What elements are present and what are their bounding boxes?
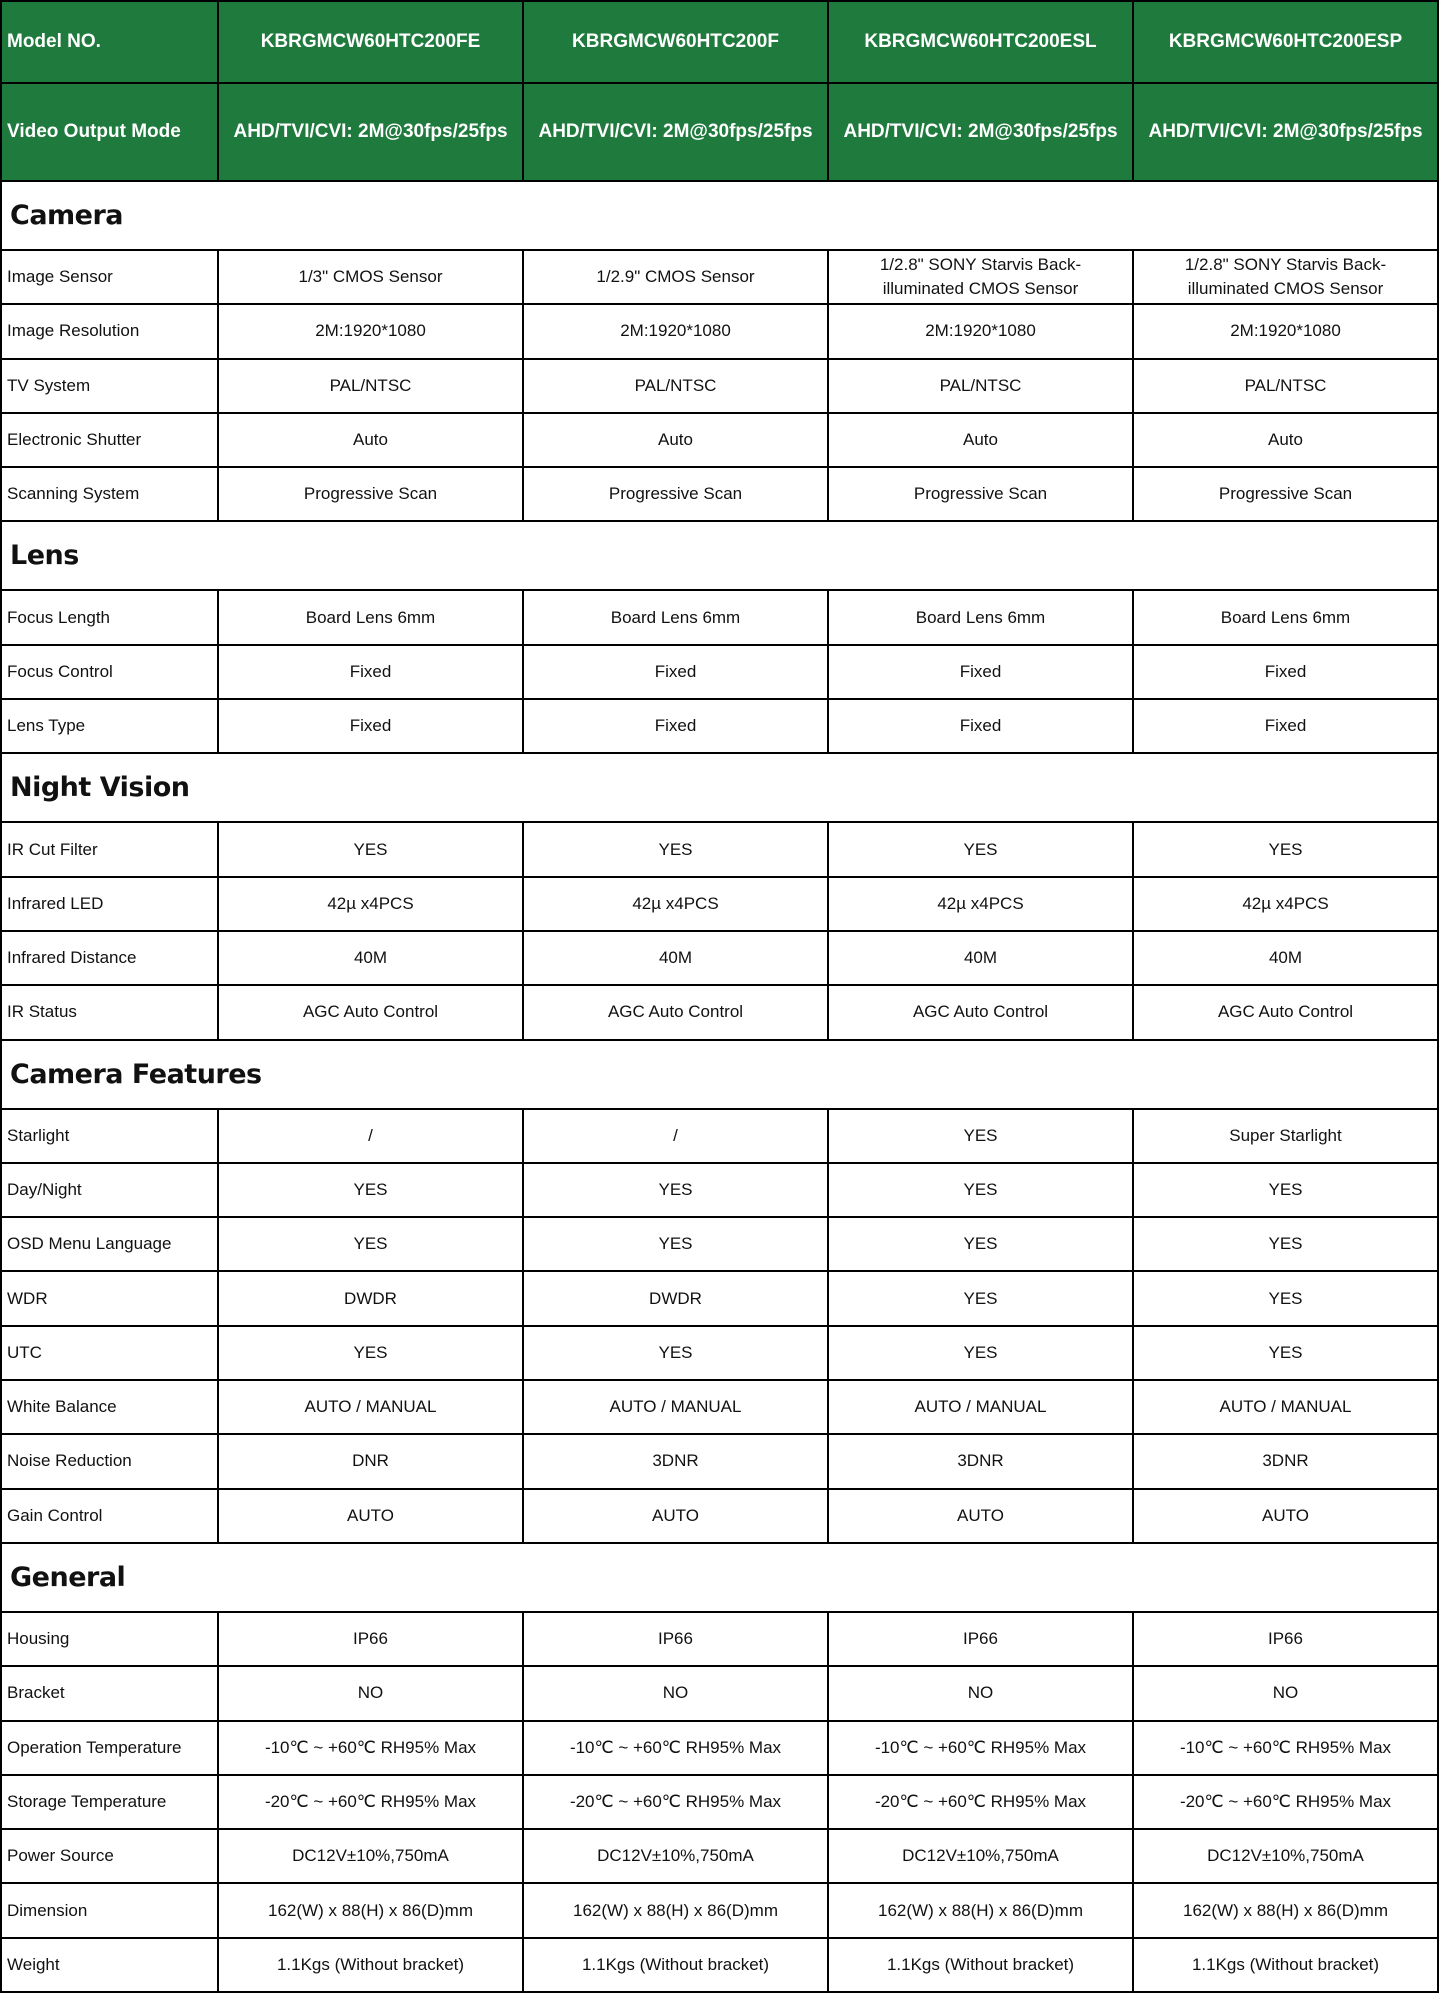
spec-label: White Balance: [1, 1380, 218, 1434]
spec-value: 1.1Kgs (Without bracket): [523, 1938, 828, 1992]
spec-value: Progressive Scan: [523, 467, 828, 521]
spec-value: YES: [523, 1326, 828, 1380]
spec-value: 1/2.8" SONY Starvis Back- illuminated CMOS Sensor: [828, 250, 1133, 304]
table-row: [1, 1163, 1438, 1217]
spec-value: Fixed: [523, 645, 828, 699]
table-row: [1, 1271, 1438, 1325]
spec-value: PAL/NTSC: [218, 359, 523, 413]
spec-value: 42µ x4PCS: [828, 877, 1133, 931]
table-row: [1, 304, 1438, 358]
spec-value: YES: [828, 1163, 1133, 1217]
spec-value: YES: [1133, 1163, 1438, 1217]
table-row: [1, 1326, 1438, 1380]
spec-value: Board Lens 6mm: [1133, 590, 1438, 644]
spec-label: Storage Temperature: [1, 1775, 218, 1829]
spec-value: YES: [218, 1217, 523, 1271]
spec-value: NO: [828, 1666, 1133, 1720]
table-row: [1, 985, 1438, 1039]
spec-label: Gain Control: [1, 1489, 218, 1543]
spec-label: IR Cut Filter: [1, 822, 218, 876]
spec-value: NO: [523, 1666, 828, 1720]
spec-value: -20℃ ~ +60℃ RH95% Max: [828, 1775, 1133, 1829]
spec-value: /: [523, 1109, 828, 1163]
spec-value: -10℃ ~ +60℃ RH95% Max: [828, 1721, 1133, 1775]
spec-value: -20℃ ~ +60℃ RH95% Max: [523, 1775, 828, 1829]
spec-label: Dimension: [1, 1883, 218, 1937]
table-row: [1, 413, 1438, 467]
spec-value: YES: [523, 822, 828, 876]
spec-value: Board Lens 6mm: [828, 590, 1133, 644]
spec-value: DC12V±10%,750mA: [218, 1829, 523, 1883]
spec-value: 162(W) x 88(H) x 86(D)mm: [828, 1883, 1133, 1937]
spec-value: Progressive Scan: [828, 467, 1133, 521]
spec-value: 42µ x4PCS: [218, 877, 523, 931]
section-title: Camera: [1, 181, 1438, 250]
spec-value: Auto: [523, 413, 828, 467]
spec-label: Scanning System: [1, 467, 218, 521]
spec-value: -20℃ ~ +60℃ RH95% Max: [1133, 1775, 1438, 1829]
spec-value: YES: [523, 1163, 828, 1217]
spec-value: Auto: [828, 413, 1133, 467]
spec-value: 2M:1920*1080: [218, 304, 523, 358]
table-row: [1, 1380, 1438, 1434]
video-output-value: AHD/TVI/CVI: 2M@30fps/25fps: [1133, 83, 1438, 181]
spec-value: 1.1Kgs (Without bracket): [218, 1938, 523, 1992]
table-row: [1, 1109, 1438, 1163]
spec-value: AGC Auto Control: [1133, 985, 1438, 1039]
spec-value: 1/2.8" SONY Starvis Back- illuminated CMOS Sensor: [1133, 250, 1438, 304]
table-row: [1, 359, 1438, 413]
table-row: [1, 1938, 1438, 1992]
spec-value: AUTO: [1133, 1489, 1438, 1543]
spec-value: NO: [1133, 1666, 1438, 1720]
spec-label: UTC: [1, 1326, 218, 1380]
section-title: Lens: [1, 521, 1438, 590]
spec-value: 2M:1920*1080: [1133, 304, 1438, 358]
spec-value: YES: [218, 1163, 523, 1217]
table-row: [1, 1612, 1438, 1666]
spec-value: 40M: [828, 931, 1133, 985]
spec-value: YES: [828, 1217, 1133, 1271]
section-title: General: [1, 1543, 1438, 1612]
table-row: [1, 822, 1438, 876]
spec-value: 1.1Kgs (Without bracket): [828, 1938, 1133, 1992]
spec-value: YES: [218, 822, 523, 876]
spec-value: YES: [1133, 1326, 1438, 1380]
spec-value: Fixed: [523, 699, 828, 753]
spec-value: YES: [1133, 1217, 1438, 1271]
spec-value: 3DNR: [523, 1434, 828, 1488]
table-row: [1, 877, 1438, 931]
spec-value: Fixed: [218, 699, 523, 753]
spec-value: Fixed: [218, 645, 523, 699]
spec-label: Weight: [1, 1938, 218, 1992]
spec-value: 40M: [1133, 931, 1438, 985]
spec-value: Fixed: [1133, 699, 1438, 753]
video-output-value: AHD/TVI/CVI: 2M@30fps/25fps: [523, 83, 828, 181]
spec-value: 40M: [218, 931, 523, 985]
spec-value: 1/2.9" CMOS Sensor: [523, 250, 828, 304]
spec-label: Focus Length: [1, 590, 218, 644]
spec-label: TV System: [1, 359, 218, 413]
section-header-row: [1, 1543, 1438, 1612]
spec-value: DC12V±10%,750mA: [828, 1829, 1133, 1883]
spec-value: 1/3" CMOS Sensor: [218, 250, 523, 304]
spec-label: Power Source: [1, 1829, 218, 1883]
spec-value: 2M:1920*1080: [828, 304, 1133, 358]
spec-value: Fixed: [828, 699, 1133, 753]
spec-label: Noise Reduction: [1, 1434, 218, 1488]
spec-value: Board Lens 6mm: [523, 590, 828, 644]
table-row: [1, 1434, 1438, 1488]
model-label: Model NO.: [1, 1, 218, 83]
spec-value: IP66: [218, 1612, 523, 1666]
spec-value: Progressive Scan: [1133, 467, 1438, 521]
spec-value: 1.1Kgs (Without bracket): [1133, 1938, 1438, 1992]
spec-label: Bracket: [1, 1666, 218, 1720]
spec-value: Auto: [1133, 413, 1438, 467]
spec-value: Auto: [218, 413, 523, 467]
spec-value: AGC Auto Control: [828, 985, 1133, 1039]
spec-value: AGC Auto Control: [218, 985, 523, 1039]
spec-value: -10℃ ~ +60℃ RH95% Max: [218, 1721, 523, 1775]
spec-value: 42µ x4PCS: [523, 877, 828, 931]
spec-value: PAL/NTSC: [828, 359, 1133, 413]
section-title: Night Vision: [1, 753, 1438, 822]
table-row: [1, 1829, 1438, 1883]
spec-value: -20℃ ~ +60℃ RH95% Max: [218, 1775, 523, 1829]
spec-label: OSD Menu Language: [1, 1217, 218, 1271]
model-name: KBRGMCW60HTC200ESP: [1133, 1, 1438, 83]
spec-value: Fixed: [1133, 645, 1438, 699]
table-row: [1, 590, 1438, 644]
spec-value: YES: [828, 822, 1133, 876]
spec-value: DC12V±10%,750mA: [523, 1829, 828, 1883]
spec-value: DNR: [218, 1434, 523, 1488]
spec-value: -10℃ ~ +60℃ RH95% Max: [523, 1721, 828, 1775]
video-output-row: [1, 83, 1438, 181]
spec-label: Starlight: [1, 1109, 218, 1163]
spec-value: 162(W) x 88(H) x 86(D)mm: [1133, 1883, 1438, 1937]
spec-value: AUTO / MANUAL: [218, 1380, 523, 1434]
model-name: KBRGMCW60HTC200FE: [218, 1, 523, 83]
spec-value: Progressive Scan: [218, 467, 523, 521]
spec-value: YES: [218, 1326, 523, 1380]
section-header-row: [1, 181, 1438, 250]
spec-value: AUTO: [828, 1489, 1133, 1543]
model-name: KBRGMCW60HTC200F: [523, 1, 828, 83]
spec-value: DWDR: [523, 1271, 828, 1325]
video-output-value: AHD/TVI/CVI: 2M@30fps/25fps: [828, 83, 1133, 181]
spec-value: Fixed: [828, 645, 1133, 699]
spec-label: WDR: [1, 1271, 218, 1325]
section-header-row: [1, 521, 1438, 590]
spec-value: Board Lens 6mm: [218, 590, 523, 644]
table-row: [1, 1721, 1438, 1775]
spec-value: AUTO / MANUAL: [523, 1380, 828, 1434]
video-output-label: Video Output Mode: [1, 83, 218, 181]
model-header-row: [1, 1, 1438, 83]
spec-value: AUTO: [218, 1489, 523, 1543]
section-header-row: [1, 1040, 1438, 1109]
table-row: [1, 1217, 1438, 1271]
spec-value: 2M:1920*1080: [523, 304, 828, 358]
table-row: [1, 1883, 1438, 1937]
spec-value: DC12V±10%,750mA: [1133, 1829, 1438, 1883]
table-row: [1, 1775, 1438, 1829]
spec-value: YES: [1133, 1271, 1438, 1325]
table-row: [1, 250, 1438, 304]
spec-value: NO: [218, 1666, 523, 1720]
spec-value: YES: [1133, 822, 1438, 876]
spec-label: Lens Type: [1, 699, 218, 753]
table-row: [1, 699, 1438, 753]
spec-value: IP66: [1133, 1612, 1438, 1666]
video-output-value: AHD/TVI/CVI: 2M@30fps/25fps: [218, 83, 523, 181]
spec-value: DWDR: [218, 1271, 523, 1325]
spec-value: Super Starlight: [1133, 1109, 1438, 1163]
spec-value: 3DNR: [828, 1434, 1133, 1488]
table-row: [1, 467, 1438, 521]
section-header-row: [1, 753, 1438, 822]
spec-value: IP66: [523, 1612, 828, 1666]
spec-label: Day/Night: [1, 1163, 218, 1217]
spec-value: 162(W) x 88(H) x 86(D)mm: [218, 1883, 523, 1937]
spec-value: YES: [828, 1326, 1133, 1380]
spec-value: YES: [523, 1217, 828, 1271]
model-name: KBRGMCW60HTC200ESL: [828, 1, 1133, 83]
spec-label: Infrared LED: [1, 877, 218, 931]
spec-value: PAL/NTSC: [1133, 359, 1438, 413]
spec-value: AUTO / MANUAL: [828, 1380, 1133, 1434]
spec-label: Electronic Shutter: [1, 413, 218, 467]
spec-value: 162(W) x 88(H) x 86(D)mm: [523, 1883, 828, 1937]
spec-label: Operation Temperature: [1, 1721, 218, 1775]
spec-label: Image Resolution: [1, 304, 218, 358]
section-title: Camera Features: [1, 1040, 1438, 1109]
spec-table-body: [1, 1, 1438, 1992]
table-row: [1, 645, 1438, 699]
spec-label: Housing: [1, 1612, 218, 1666]
spec-value: 42µ x4PCS: [1133, 877, 1438, 931]
spec-label: Image Sensor: [1, 250, 218, 304]
table-row: [1, 1666, 1438, 1720]
spec-value: /: [218, 1109, 523, 1163]
table-row: [1, 1489, 1438, 1543]
spec-value: AUTO / MANUAL: [1133, 1380, 1438, 1434]
spec-value: -10℃ ~ +60℃ RH95% Max: [1133, 1721, 1438, 1775]
spec-value: YES: [828, 1109, 1133, 1163]
spec-value: AUTO: [523, 1489, 828, 1543]
spec-label: IR Status: [1, 985, 218, 1039]
spec-value: IP66: [828, 1612, 1133, 1666]
spec-label: Infrared Distance: [1, 931, 218, 985]
spec-value: AGC Auto Control: [523, 985, 828, 1039]
spec-value: PAL/NTSC: [523, 359, 828, 413]
spec-label: Focus Control: [1, 645, 218, 699]
spec-value: YES: [828, 1271, 1133, 1325]
spec-value: 3DNR: [1133, 1434, 1438, 1488]
table-row: [1, 931, 1438, 985]
spec-value: 40M: [523, 931, 828, 985]
